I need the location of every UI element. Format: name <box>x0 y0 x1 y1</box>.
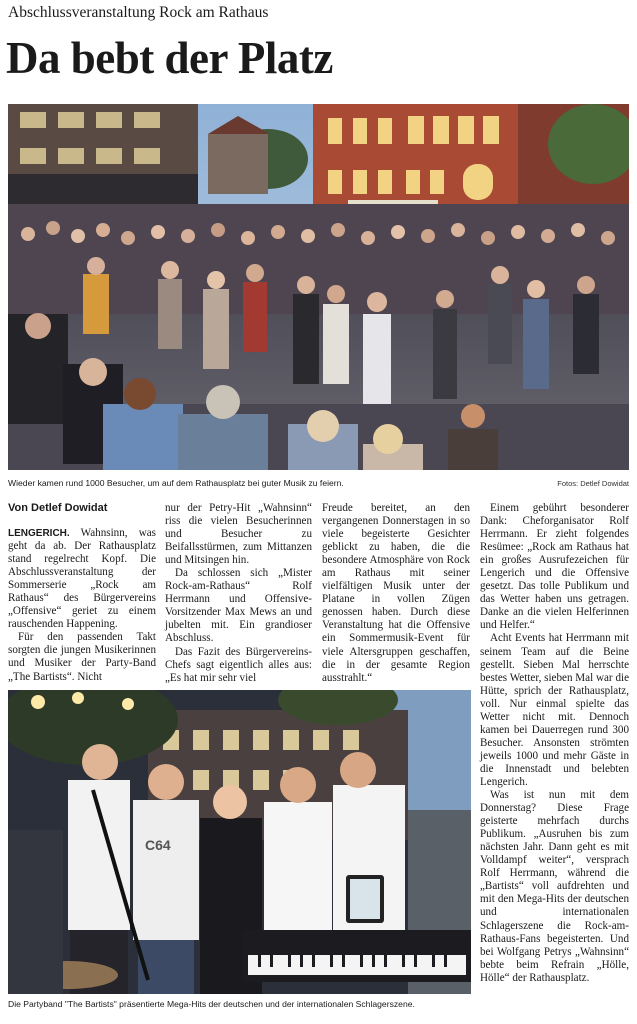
body-text: Einem gebührt besonderer Dank: Cheforganisator Rolf Herrmann. Er zieht folgendes Resümee: „Rock am Rathaus hat ein großes Ausrufezeichen für Lengerich und die Offensive gesetzt. Das tolle Publikum und das Wetter haben uns getragen. Danke an die vielen Helferinnen und Helfer.“ <box>480 502 629 632</box>
body-text: Wahnsinn, was geht da ab. Der Rathausplatz stand regelrecht Kopf. Die Abschlussveranstaltung der Sommerserie „Rock am Rathaus“ des Bürgervereins „Offensive“ geriet zu einem rauschenden Happening. <box>8 527 156 631</box>
article-column-1 <box>8 527 156 684</box>
body-text: Da schlossen sich „Mister Rock-am-Rathaus“ Rolf Herrmann und Offensive-Vorsitzender Max Mews an und jubelten mit. Ein grandioser Abschluss. <box>165 567 312 645</box>
article-column-4 <box>480 502 629 985</box>
byline: Von Detlef Dowidat <box>8 502 108 514</box>
body-text: Das Fazit des Bürgervereins-Chefs sagt eigentlich alles aus: „Es hat mir sehr viel <box>165 645 312 684</box>
photo-caption: Die Partyband "The Bartists" präsentierte Mega-Hits der deutschen und der internationalen Schlagerszene. <box>8 999 415 1009</box>
kicker: Abschlussveranstaltung Rock am Rathaus <box>8 4 269 21</box>
article-column-2 <box>165 502 312 685</box>
body-text: Was ist nun mit dem Donnerstag? Diese Frage geisterte mehrfach durchs Publikum. „Ausruhen bis zum nächsten Jahr. Dann geht es mit Volldampf weiter“, versprach Rolf Herrmann, während die „Bartists“ voll aufdrehten und mit den Mega-Hits der deutschen und internationalen Schlagerszene die Rock-am-Rathaus-Fans begeisterten. Und bei Wolfgang Petrys „Wahnsinn“ bebte beim Refrain „Hölle, Hölle“ der Rathausplatz. <box>480 789 629 984</box>
article-column-3 <box>322 502 470 685</box>
body-text: Für den passenden Takt sorgten die jungen Musikerinnen und Musiker der Party-Band „The Bartists“. Nicht <box>8 631 156 683</box>
shirt-print: C64 <box>145 837 171 853</box>
body-text: nur der Petry-Hit „Wahnsinn“ riss die vielen Besucherinnen und Besucher zu Beifallsstürmen, zum Mittanzen und Mitsingen hin. <box>165 502 312 567</box>
body-text: Acht Events hat Herrmann mit seinem Team auf die Beine gestellt. Sieben Mal herrschte bestes Wetter, sieben Mal war die Hütte, sprich der Rathausplatz, voll. Nur einmal spielte das Wetter nicht mit. Dennoch kamen bei Dauerregen rund 300 Besucher. Ansonsten strömten jeweils 1000 und mehr Gäste in die Innenstadt und belebten Lengerich. <box>480 632 629 788</box>
body-text: Freude bereitet, an den vergangenen Donnerstagen in so viele begeisterte Gesichter geblickt zu haben, die die besondere Atmosphäre von Rock am Rathaus mit seiner vielfältigen Musik unter der Platane in vollen Zügen genossen haben. Durch diese Veranstaltung hat die Offensive ein Sommermusik-Event für viele Altersgruppen geschaffen, die in der gesamte Region ausstrahlt.“ <box>322 502 470 684</box>
headline: Da bebt der Platz <box>6 33 333 83</box>
band-photo <box>8 690 471 994</box>
crowd-photo <box>8 104 629 470</box>
photo-credit: Fotos: Detlef Dowidat <box>557 479 629 488</box>
dateline: LENGERICH. <box>8 528 70 539</box>
photo-caption: Wieder kamen rund 1000 Besucher, um auf dem Rathausplatz bei guter Musik zu feiern. <box>8 478 344 488</box>
